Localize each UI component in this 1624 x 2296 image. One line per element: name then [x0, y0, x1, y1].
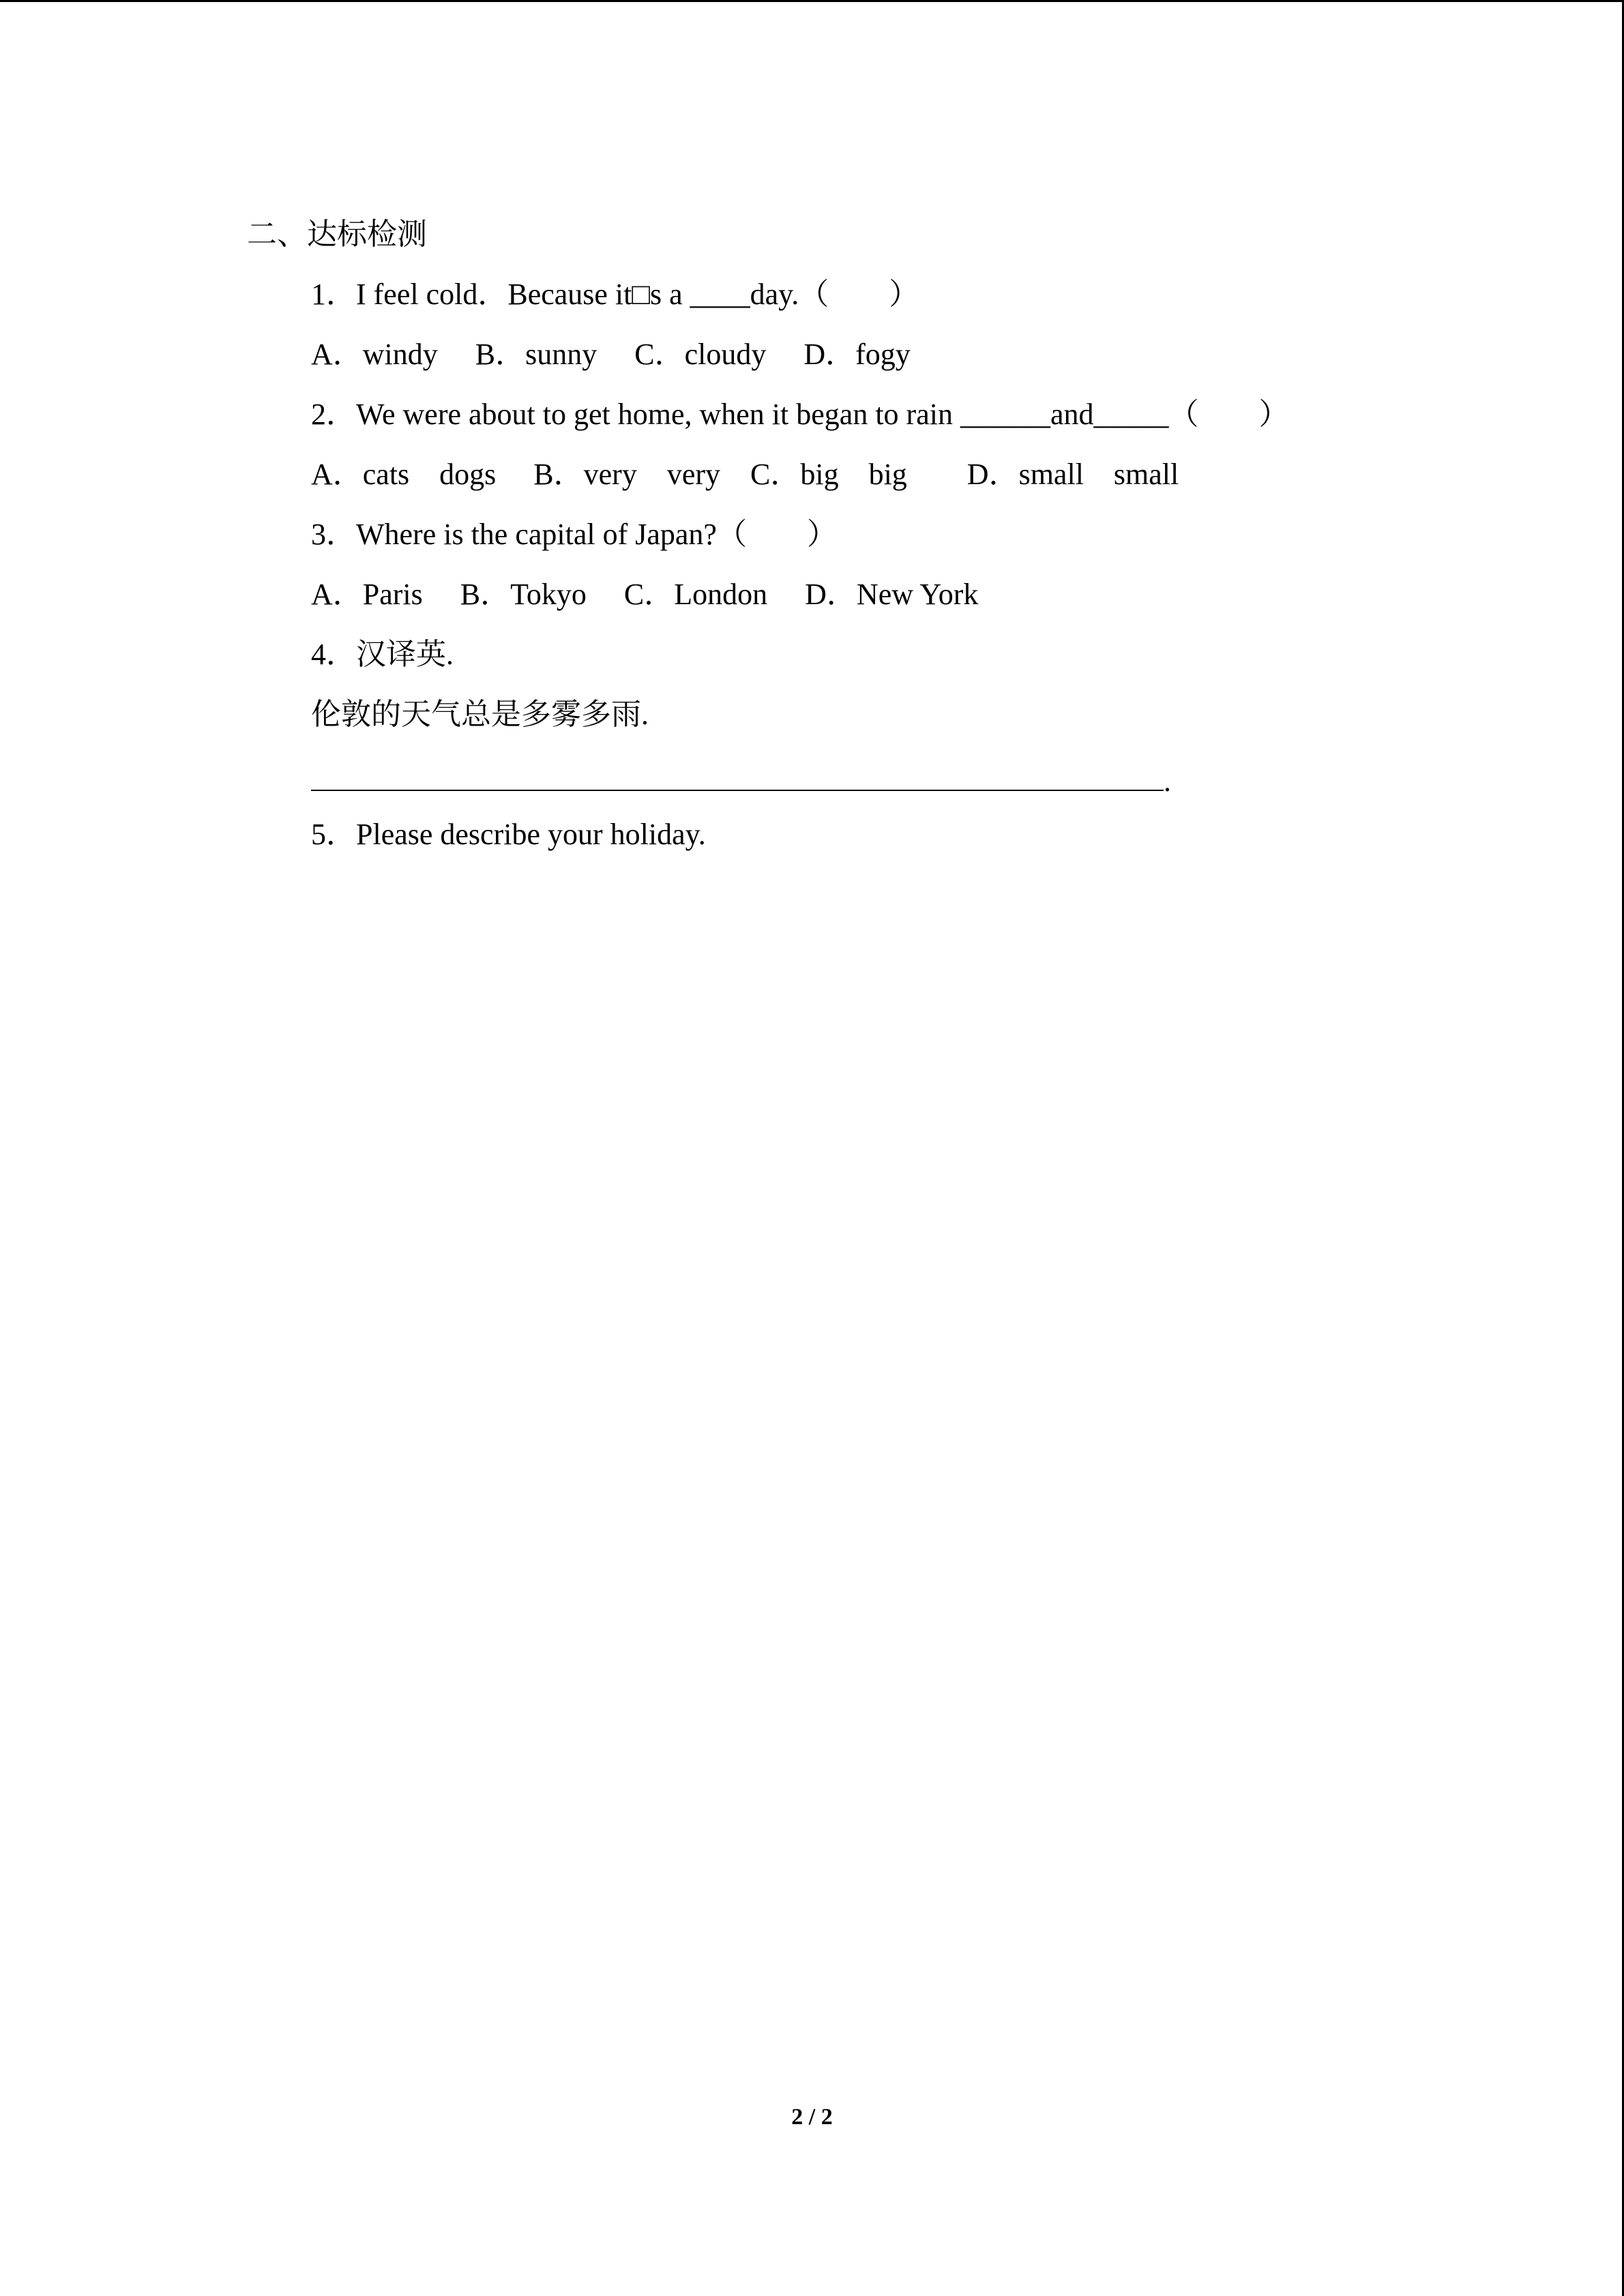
question-4-prompt: 伦敦的天气总是多雾多雨. [311, 698, 649, 731]
section-heading: 二、达标检测 [247, 218, 427, 251]
question-2-text: 2．We were about to get home, when it began to rain ______and_____（ ） [311, 398, 1289, 431]
answer-line-period: . [1164, 764, 1171, 798]
question-2-options: A．cats dogs B．very very C．big big D．small small [311, 458, 1179, 491]
page-number: 2 / 2 [791, 2104, 833, 2130]
question-4-text: 4．汉译英. [311, 638, 454, 671]
question-1-options: A．windy B．sunny C．cloudy D．fogy [311, 338, 911, 371]
question-4-answer-line [311, 762, 1171, 801]
question-5-text: 5．Please describe your holiday. [311, 818, 706, 851]
page-border-top [0, 0, 1624, 2]
question-3-options: A．Paris B．Tokyo C．London D．New York [311, 578, 979, 611]
question-1-text: 1．I feel cold．Because it□s a ____day.（ ） [311, 278, 919, 311]
question-3-text: 3．Where is the capital of Japan?（ ） [311, 518, 837, 551]
answer-rule [311, 762, 1164, 791]
